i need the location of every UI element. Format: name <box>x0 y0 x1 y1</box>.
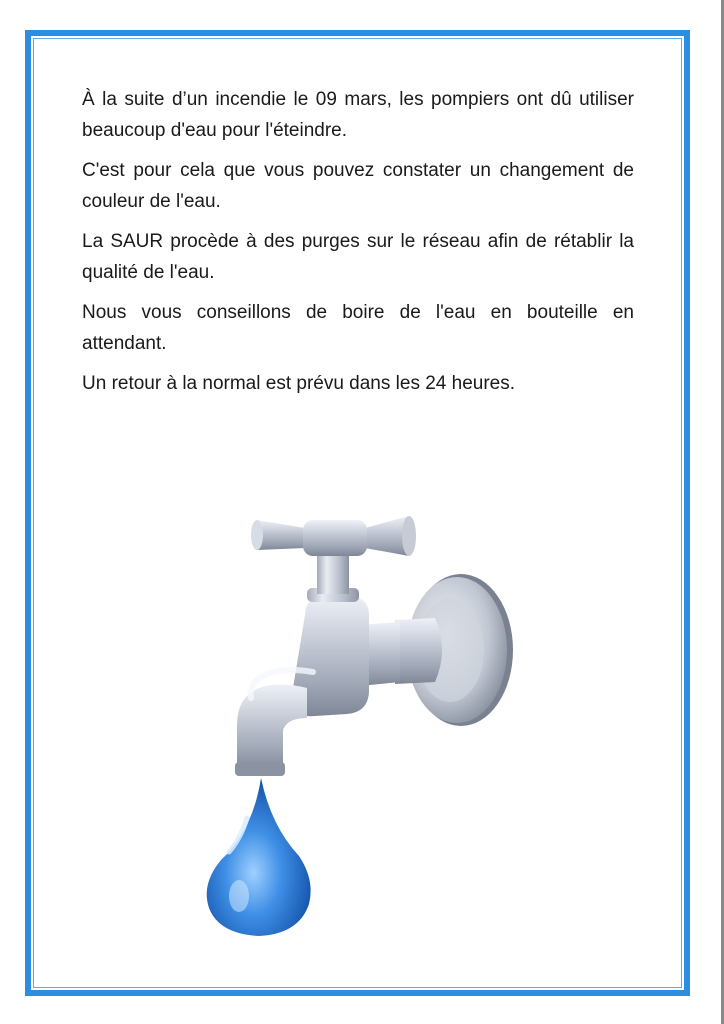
paragraph-color-change: C'est pour cela que vous pouvez constater un changement de couleur de l'eau. <box>82 160 634 212</box>
paragraph-bottled-water: Nous vous conseillons de boire de l'eau en bouteille en attendant. <box>82 302 634 354</box>
water-drop-icon <box>207 778 311 936</box>
tap-handle <box>251 516 416 556</box>
paragraph-return-normal: Un retour à la normal est prévu dans les 24 heures. <box>82 373 516 394</box>
paragraph-fire: À la suite d’un incendie le 09 mars, les pompiers ont dû utiliser beaucoup d'eau pour l'éteindre. <box>82 89 634 141</box>
paragraph-purges: La SAUR procède à des purges sur le réseau afin de rétablir la qualité de l'eau. <box>82 231 634 283</box>
water-tap-icon <box>195 500 525 940</box>
notice-text <box>82 84 634 408</box>
tap-body <box>235 556 442 776</box>
